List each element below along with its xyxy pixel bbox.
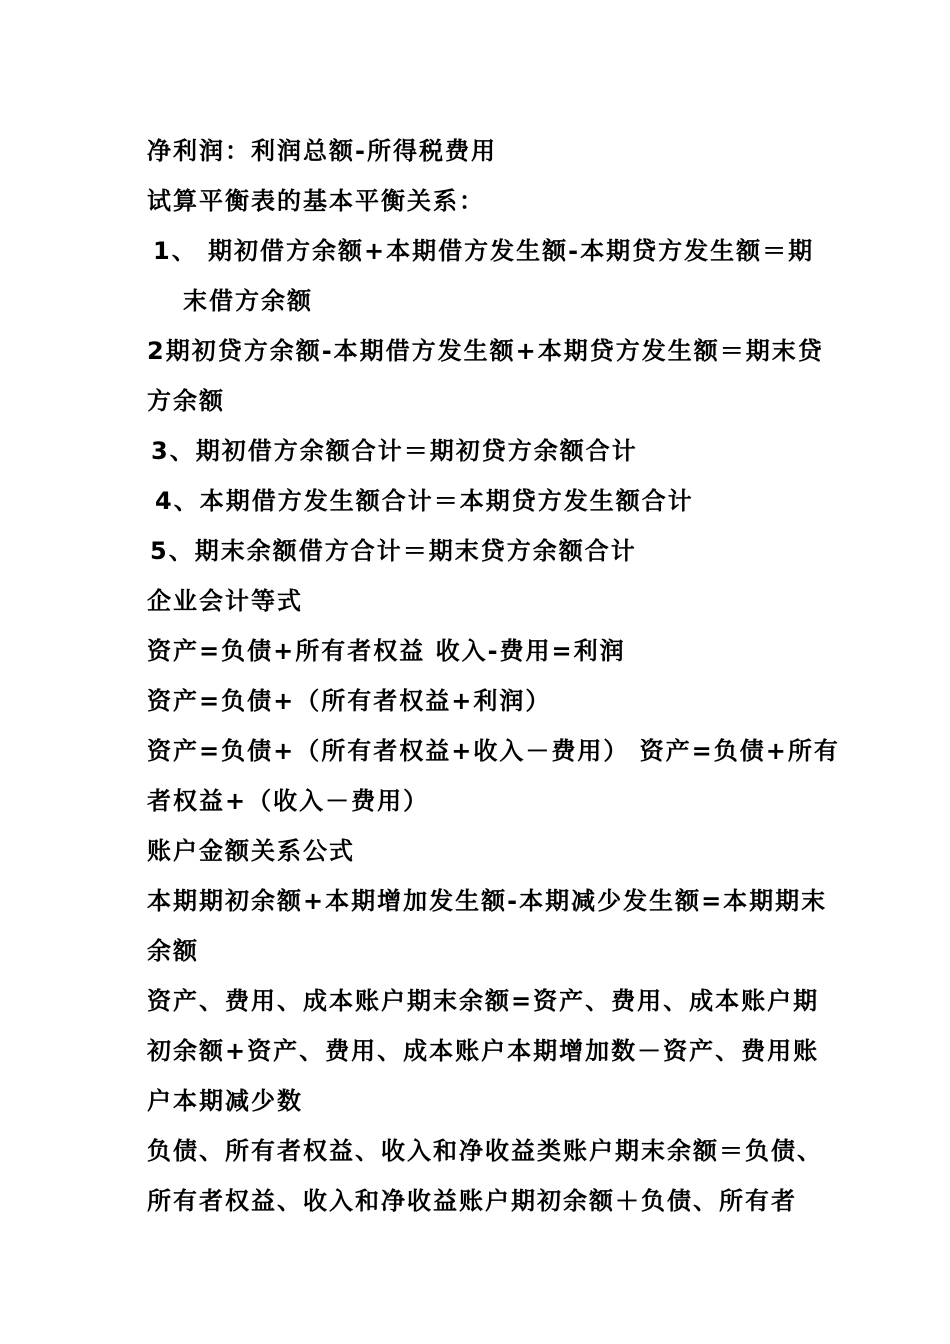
text-line-equation-3-cont: 者权益+（收入－费用） — [147, 787, 430, 815]
text-line-equation-2: 资产=负债+（所有者权益+利润） — [147, 687, 552, 715]
text-line-balance-rule-2: 2期初贷方余额-本期借方发生额+本期贷方发生额＝期末贷 — [147, 337, 824, 365]
text-line-equation-3: 资产=负债+（所有者权益+收入－费用） 资产=负债+所有 — [147, 737, 840, 765]
text-line-balance-rule-5: 5、期末余额借方合计＝期末贷方余额合计 — [150, 537, 637, 565]
text-line-account-formula-2-end: 户本期减少数 — [147, 1087, 303, 1115]
text-line-account-formula-heading: 账户金额关系公式 — [147, 837, 355, 865]
text-line-account-formula-2: 资产、费用、成本账户期末余额=资产、费用、成本账户期 — [147, 987, 820, 1015]
text-line-balance-rule-1: 1、 期初借方余额+本期借方发生额-本期贷方发生额＝期 — [153, 237, 815, 265]
text-line-balance-rule-2-cont: 方余额 — [147, 387, 225, 415]
text-line-account-formula-3-cont: 所有者权益、收入和净收益账户期初余额＋负债、所有者 — [147, 1187, 797, 1215]
text-line-account-formula-1-cont: 余额 — [147, 937, 199, 965]
text-line-net-profit: 净利润：利润总额-所得税费用 — [147, 137, 497, 165]
text-line-account-formula-2-cont: 初余额+资产、费用、成本账户本期增加数－资产、费用账 — [147, 1037, 820, 1065]
text-line-trial-balance-heading: 试算平衡表的基本平衡关系： — [147, 187, 485, 215]
text-line-accounting-equation-heading: 企业会计等式 — [147, 587, 303, 615]
text-line-account-formula-3: 负债、所有者权益、收入和净收益类账户期末余额＝负债、 — [147, 1137, 823, 1165]
text-line-balance-rule-1-cont: 末借方余额 — [183, 287, 313, 315]
text-line-account-formula-1: 本期期初余额+本期增加发生额-本期减少发生额=本期期末 — [147, 887, 828, 915]
text-line-balance-rule-3: 3、期初借方余额合计＝期初贷方余额合计 — [151, 437, 638, 465]
text-line-equation-1: 资产=负债+所有者权益 收入-费用=利润 — [147, 637, 626, 665]
text-line-balance-rule-4: 4、本期借方发生额合计＝本期贷方发生额合计 — [155, 487, 694, 515]
